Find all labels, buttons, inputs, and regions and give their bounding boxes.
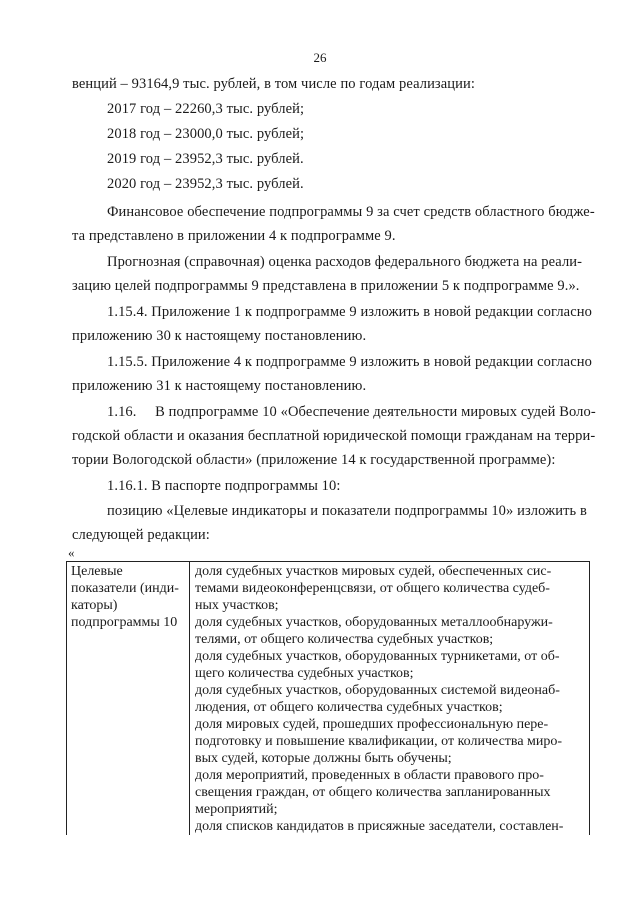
table-right-cell-line: доля судебных участков, оборудованных системой видеонаб- [195, 683, 560, 698]
page-number: 26 [313, 50, 327, 65]
text-line: 1.15.4. Приложение 1 к подпрограмме 9 изложить в новой редакции согласно [107, 304, 592, 320]
table-left-cell-line: каторы) [71, 598, 118, 613]
text-line: приложению 30 к настоящему постановлению. [72, 328, 367, 344]
table-right-cell-line: доля мероприятий, проведенных в области правового про- [195, 768, 544, 783]
text-line: 2017 год – 22260,3 тыс. рублей; [107, 101, 305, 117]
text-line: 2020 год – 23952,3 тыс. рублей. [107, 176, 304, 192]
opening-quote-mark: « [68, 545, 75, 560]
text-line: 1.16.1. В паспорте подпрограммы 10: [107, 478, 341, 494]
table-right-cell-line: темами видеоконференцсвязи, от общего количества судеб- [195, 581, 550, 596]
indicators-table [66, 561, 590, 835]
text-line: позицию «Целевые индикаторы и показатели подпрограммы 10» изложить в [107, 503, 587, 519]
table-right-cell-line: людения, от общего количества судебных участков; [195, 700, 503, 715]
table-right-cell-line: ных участков; [195, 598, 279, 613]
text-line: Финансовое обеспечение подпрограммы 9 за счет средств областного бюдже- [107, 204, 595, 220]
table-right-cell-line: щего количества судебных участков; [195, 666, 414, 681]
table-right-cell-line: доля судебных участков мировых судей, обеспеченных сис- [195, 564, 552, 579]
table-column-divider [189, 562, 190, 835]
table-right-cell-line: мероприятий; [195, 802, 278, 817]
table-right-cell-line: доля списков кандидатов в присяжные заседатели, составлен- [195, 819, 564, 834]
text-line: тории Вологодской области» (приложение 14 к государственной программе): [72, 452, 556, 468]
text-line: следующей редакции: [72, 527, 210, 543]
text-line: 2019 год – 23952,3 тыс. рублей. [107, 151, 304, 167]
text-line: зацию целей подпрограммы 9 представлена в приложении 5 к подпрограмме 9.». [72, 278, 580, 294]
table-right-cell-line: доля мировых судей, прошедших профессиональную пере- [195, 717, 549, 732]
text-line: годской области и оказания бесплатной юридической помощи гражданам на терри- [72, 428, 596, 444]
table-right-cell-line: свещения граждан, от общего количества запланированных [195, 785, 551, 800]
text-line: Прогнозная (справочная) оценка расходов федерального бюджета на реали- [107, 254, 583, 270]
text-line: приложению 31 к настоящему постановлению. [72, 378, 367, 394]
text-line: 1.15.5. Приложение 4 к подпрограмме 9 изложить в новой редакции согласно [107, 354, 592, 370]
text-line: венций – 93164,9 тыс. рублей, в том числе по годам реализации: [72, 76, 476, 92]
table-left-cell-line: Целевые [71, 564, 123, 579]
table-right-cell-line: телями, от общего количества судебных участков; [195, 632, 494, 647]
text-line: та представлено в приложении 4 к подпрограмме 9. [72, 228, 396, 244]
table-right-cell-line: вых судей, которые должны быть обучены; [195, 751, 452, 766]
table-right-cell-line: доля судебных участков, оборудованных турникетами, от об- [195, 649, 560, 664]
table-right-cell-line: подготовку и повышение квалификации, от количества миро- [195, 734, 563, 749]
text-line: 1.16. В подпрограмме 10 «Обеспечение деятельности мировых судей Воло- [107, 404, 596, 420]
table-left-cell-line: подпрограммы 10 [71, 615, 178, 630]
table-left-cell-line: показатели (инди- [71, 581, 179, 596]
text-line: 2018 год – 23000,0 тыс. рублей; [107, 126, 305, 142]
table-right-cell-line: доля судебных участков, оборудованных металлообнаружи- [195, 615, 553, 630]
